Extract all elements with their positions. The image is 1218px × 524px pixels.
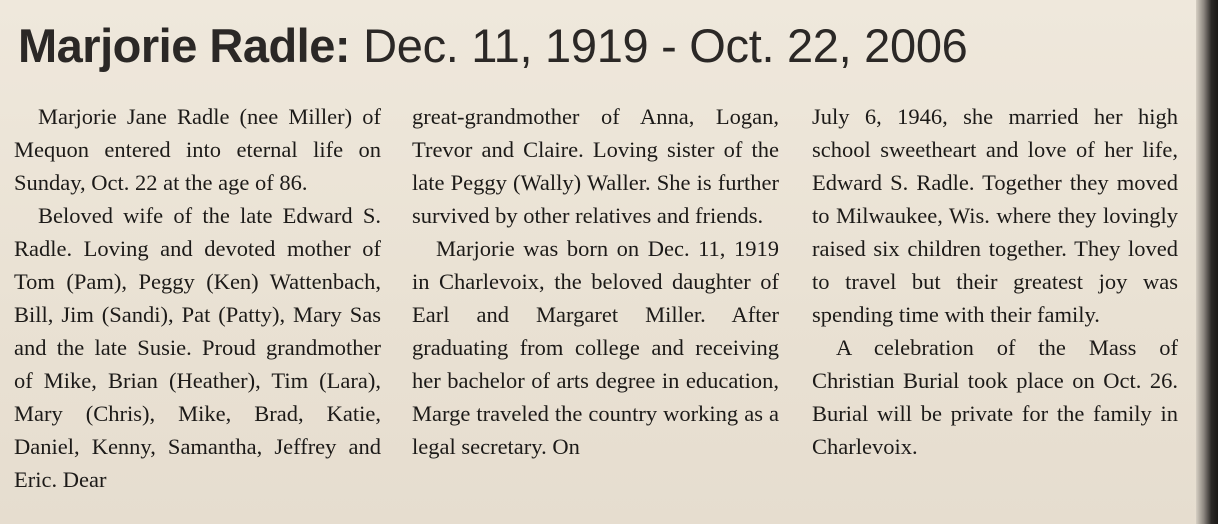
paragraph: Marjorie was born on Dec. 11, 1919 in Charlevoix, the beloved daughter of Earl and Margaret Miller. After graduating from college and receiving her bachelor of arts degree in education, Marge traveled the country working as a legal secretary. On [412, 236, 779, 459]
obituary-column-1 [14, 100, 381, 496]
headline-name: Marjorie Radle: [18, 19, 351, 72]
obituary-column-2 [412, 100, 779, 463]
paragraph: July 6, 1946, she married her high school sweetheart and love of her life, Edward S. Radle. Together they moved to Milwaukee, Wis. where they lovingly raised six children together. They loved to travel but their greatest joy was spending time with their family. [812, 104, 1178, 327]
paragraph: A celebration of the Mass of Christian Burial took place on Oct. 26. Burial will be private for the family in Charlevoix. [812, 335, 1178, 459]
obituary-headline [18, 18, 968, 74]
obituary-column-3 [812, 100, 1178, 463]
headline-dates: Dec. 11, 1919 - Oct. 22, 2006 [363, 19, 968, 72]
paragraph: Beloved wife of the late Edward S. Radle. Loving and devoted mother of Tom (Pam), Peggy (Ken) Wattenbach, Bill, Jim (Sandi), Pat (Patty), Mary Sas and the late Susie. Proud grandmother of Mike, Brian (Heather), Tim (Lara), Mary (Chris), Mike, Brad, Katie, Daniel, Kenny, Samantha, Jeffrey and Eric. Dear [14, 203, 381, 492]
paragraph: Marjorie Jane Radle (nee Miller) of Mequon entered into eternal life on Sunday, Oct. 22 at the age of 86. [14, 104, 381, 195]
page-edge-shadow [1196, 0, 1218, 524]
cropped-next-headline [0, 508, 1196, 524]
cropped-previous-headline [0, 0, 1218, 14]
paragraph: great-grandmother of Anna, Logan, Trevor and Claire. Loving sister of the late Peggy (Wally) Waller. She is further survived by other relatives and friends. [412, 104, 779, 228]
